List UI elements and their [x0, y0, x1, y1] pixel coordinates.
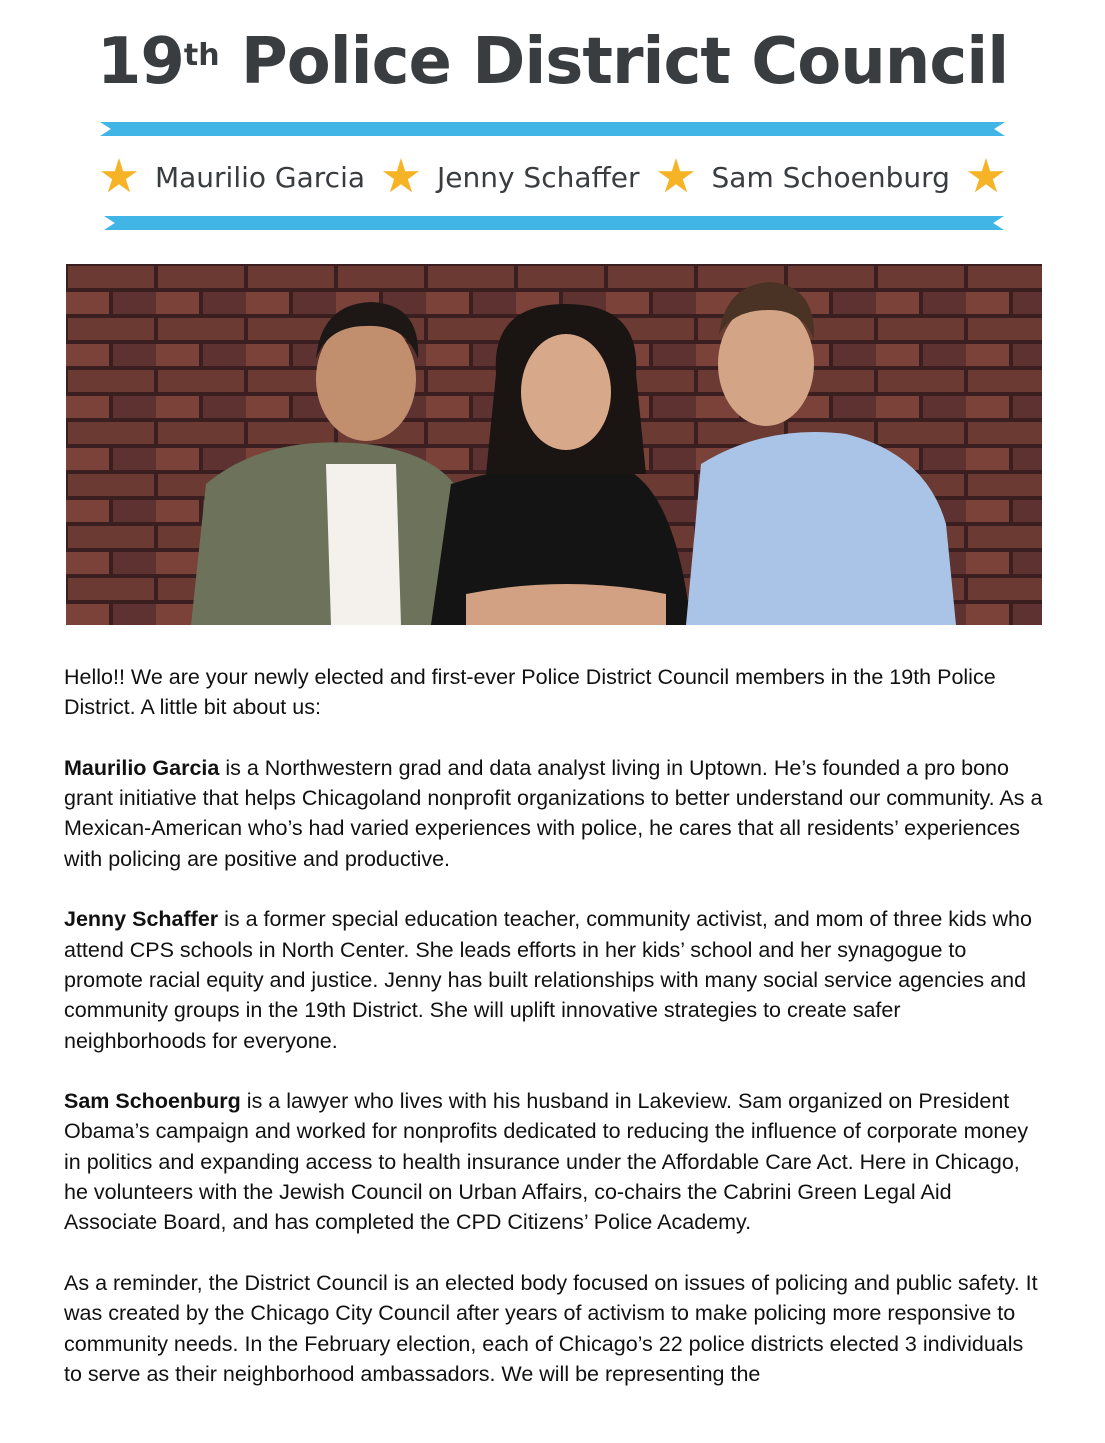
page-title: 19th Police District Council: [96, 25, 1009, 99]
member-names-banner: [100, 150, 1005, 204]
group-photo-illustration: [66, 264, 1042, 625]
schoenburg-bio: Sam Schoenburg is a lawyer who lives with his husband in Lakeview. Sam organized on President Obama’s campaign and worked for nonprofits dedicated to reducing the influence of corporate money in politics and expanding access to health insurance under the Affordable Care Act. Here in Chicago, he volunteers with the Jewish Council on Urban Affairs, co-chairs the Cabrini Green Legal Aid Associate Board, and has completed the CPD Citizens’ Police Academy.: [64, 1089, 1029, 1235]
letter-body: [64, 662, 1044, 1419]
star-icon: [100, 158, 138, 196]
title-superscript: th: [183, 38, 220, 73]
star-icon: [967, 158, 1005, 196]
schaffer-name: Jenny Schaffer: [64, 907, 219, 932]
star-icon: [657, 158, 695, 196]
garcia-name: Maurilio Garcia: [64, 755, 220, 780]
bottom-stripe: [104, 216, 1004, 230]
star-icon: [382, 158, 420, 196]
schaffer-bio: Jenny Schaffer is a former special education teacher, community activist, and mom of three kids who attend CPS schools in North Center. She leads efforts in her kids’ school and her synagogue to promote racial equity and justice. Jenny has built relationships with many social service agencies and community groups in the 19th District. She will uplift innovative strategies to create safer neighborhoods for everyone.: [64, 907, 1032, 1053]
intro-paragraph: Hello!! We are your newly elected and first-ever Police District Council members in the 19th Police District. A little bit about us:: [64, 665, 996, 720]
schoenburg-name: Sam Schoenburg: [64, 1089, 241, 1114]
group-photo-icon: [66, 264, 1042, 625]
member-name: Jenny Schaffer: [436, 160, 640, 194]
member-name: Maurilio Garcia: [154, 160, 366, 194]
reminder-paragraph: As a reminder, the District Council is an elected body focused on issues of policing and public safety. It was created by the Chicago City Council after years of activism to make policing more responsive to community needs. In the February election, each of Chicago’s 22 police districts elected 3 individuals to serve as their neighborhood ambassadors. We will be representing the: [64, 1270, 1038, 1386]
top-stripe: [100, 122, 1005, 136]
garcia-bio: Maurilio Garcia is a Northwestern grad and data analyst living in Uptown. He’s founded a pro bono grant initiative that helps Chicagoland nonprofit organizations to better understand our community. As a Mexican-American who’s had varied experiences with police, he cares that all residents’ experiences with policing are positive and productive.: [64, 755, 1043, 871]
member-name: Sam Schoenburg: [711, 160, 950, 194]
